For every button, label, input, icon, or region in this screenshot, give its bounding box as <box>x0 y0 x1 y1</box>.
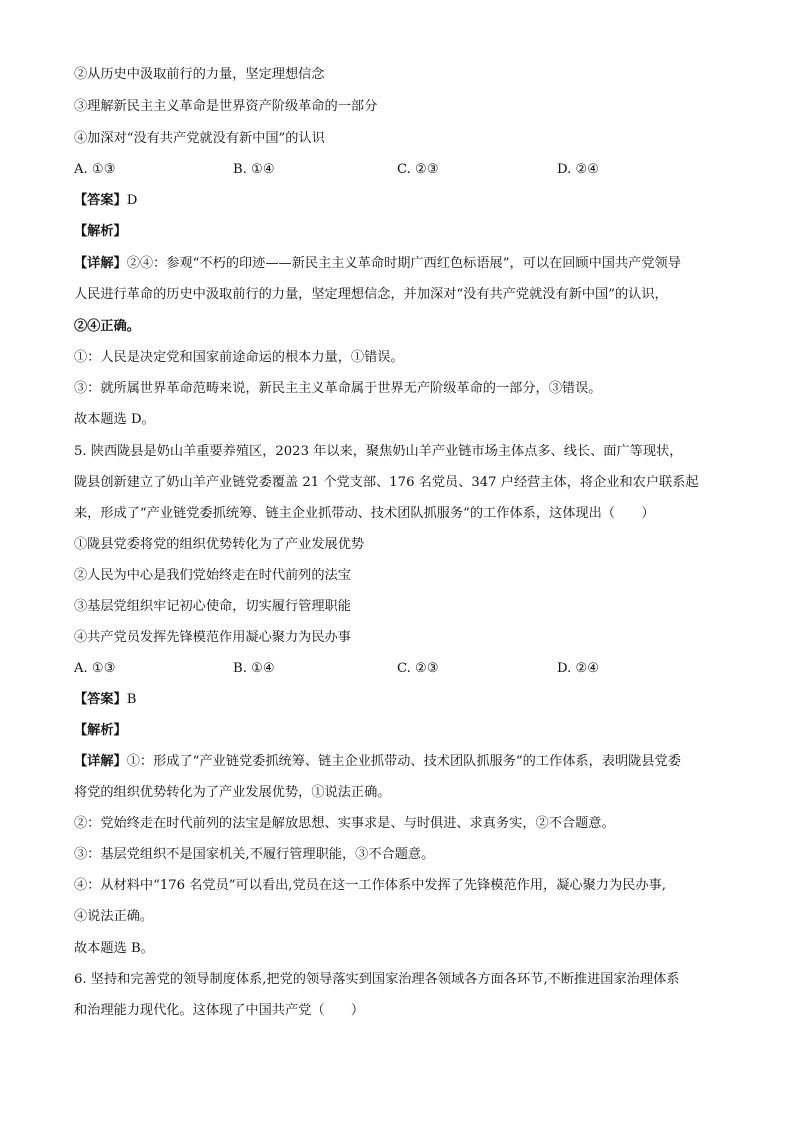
q4-analysis-label: 【解析】 <box>74 224 127 239</box>
q4-statement-3: ③理解新民主主义革命是世界资产阶级革命的一部分 <box>74 99 378 114</box>
q5-detail-label: 【详解】 <box>74 754 127 769</box>
q4-detail-line-2: 人民进行革命的历史中汲取前行的力量，坚定理想信念，并加深对“没有共产党就没有新中国”的认识， <box>74 287 668 302</box>
q5-detail-text-1: ①：形成了“产业链党委抓统筹、链主企业抓带动、技术团队抓服务”的工作体系，表明陇县党委 <box>126 754 681 769</box>
q5-detail-line-2: 将党的组织优势转化为了产业发展优势，①说法正确。 <box>74 785 391 800</box>
q5-answer <box>74 691 734 709</box>
q5-option-b: B. ①④ <box>233 661 275 676</box>
q4-statement-4: ④加深对“没有共产党就没有新中国”的认识 <box>74 131 325 146</box>
q5-stem-line-2: 陇县创新建立了奶山羊产业链党委覆盖 21 个党支部、176 名党员、347 户经营主体，将企业和农户联系起 <box>74 475 699 490</box>
q4-option-c: C. ②③ <box>397 162 439 177</box>
q4-note-1: ①：人民是决定党和国家前途命运的根本力量，①错误。 <box>74 350 404 365</box>
q5-note-4-line-1: ④：从材料中“176 名党员”可以看出,党员在这一工作体系中发挥了先锋模范作用，凝心聚力为民办事, <box>74 878 666 893</box>
q5-answer-value: B <box>126 692 137 707</box>
q4-detail-line-1 <box>74 255 734 273</box>
q5-option-c: C. ②③ <box>397 661 439 676</box>
q5-note-4-line-2: ④说法正确。 <box>74 909 154 924</box>
q5-conclusion: 故本题选 B。 <box>74 941 154 956</box>
q5-statement-4: ④共产党员发挥先锋模范作用凝心聚力为民办事 <box>74 630 351 645</box>
q4-answer-label: 【答案】 <box>74 193 127 208</box>
q4-option-a: A. ①③ <box>74 162 116 177</box>
q5-analysis-label: 【解析】 <box>74 723 127 738</box>
q4-answer <box>74 192 734 210</box>
q6-stem-line-2: 和治理能力现代化。这体现了中国共产党（ ） <box>74 1003 365 1018</box>
q5-statement-3: ③基层党组织牢记初心使命，切实履行管理职能 <box>74 599 351 614</box>
q4-conclusion: 故本题选 D。 <box>74 412 155 427</box>
q5-note-2: ②：党始终走在时代前列的法宝是解放思想、实事求是、与时俱进、求真务实，②不合题意。 <box>74 816 615 831</box>
q4-statement-2: ②从历史中汲取前行的力量，坚定理想信念 <box>74 67 325 82</box>
q4-note-3: ③：就所属世界革命范畴来说，新民主主义革命属于世界无产阶级革命的一部分，③错误。 <box>74 381 602 396</box>
q6-stem-line-1: 6. 坚持和完善党的领导制度体系,把党的领导落实到国家治理各领域各方面各环节,不断推进国家治理体系 <box>74 972 680 987</box>
q5-stem-line-1: 5. 陕西陇县是奶山羊重要养殖区，2023 年以来，聚焦奶山羊产业链市场主体点多、线长、面广等现状， <box>74 444 683 459</box>
q4-detail-label: 【详解】 <box>74 256 127 271</box>
q4-option-d: D. ②④ <box>557 162 600 177</box>
q5-statement-2: ②人民为中心是我们党始终走在时代前列的法宝 <box>74 568 351 583</box>
q4-detail-line-3: ②④正确。 <box>74 319 140 334</box>
q5-option-d: D. ②④ <box>557 661 600 676</box>
q5-option-a: A. ①③ <box>74 661 116 676</box>
q5-detail-line-1 <box>74 753 734 771</box>
q4-option-b: B. ①④ <box>233 162 275 177</box>
q5-stem-line-3: 来，形成了“产业链党委抓统筹、链主企业抓带动、技术团队抓服务”的工作体系，这体现出（ ） <box>74 506 655 521</box>
q5-note-3: ③：基层党组织不是国家机关,不履行管理职能，③不合题意。 <box>74 847 435 862</box>
q5-statement-1: ①陇县党委将党的组织优势转化为了产业发展优势 <box>74 537 365 552</box>
q4-detail-text-1: ②④：参观“不朽的印迹——新民主主义革命时期广西红色标语展”，可以在回顾中国共产党领导 <box>126 256 681 271</box>
q4-answer-value: D <box>126 193 138 208</box>
q5-answer-label: 【答案】 <box>74 692 127 707</box>
